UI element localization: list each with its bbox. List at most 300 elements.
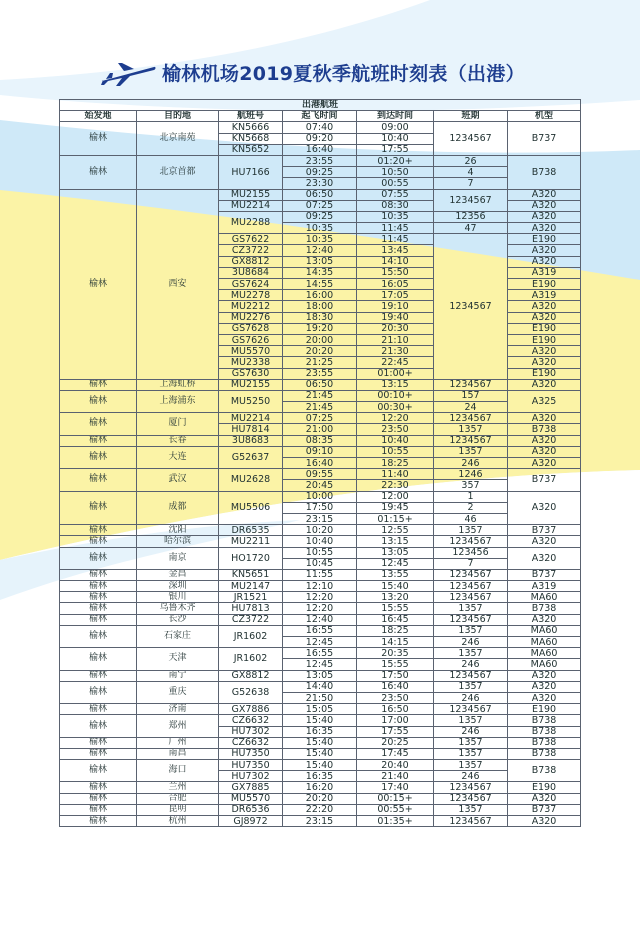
departure-cell: 09:25 [283,167,357,178]
arrival-cell: 00:55 [357,178,434,189]
aircraft-cell: B738 [508,155,581,189]
aircraft-cell: A320 [508,312,581,323]
flight-cell: CZ3722 [219,614,283,625]
aircraft-cell: A320 [508,346,581,357]
arrival-cell: 13:20 [357,592,434,603]
days-cell: 1234567 [434,592,508,603]
arrival-cell: 00:55+ [357,804,434,815]
destination-cell: 南昌 [137,748,219,759]
origin-cell: 榆林 [60,581,137,592]
departure-cell: 13:05 [283,670,357,681]
table-row [60,569,581,580]
destination-cell: 南宁 [137,670,219,681]
aircraft-cell: B737 [508,569,581,580]
table-row [60,581,581,592]
destination-cell: 兰州 [137,782,219,793]
destination-cell: 海口 [137,760,219,782]
origin-cell: 榆林 [60,625,137,647]
days-cell: 1357 [434,424,508,435]
aircraft-cell: B738 [508,760,581,782]
flight-cell: CZ3722 [219,245,283,256]
origin-cell: 榆林 [60,614,137,625]
origin-cell: 榆林 [60,704,137,715]
origin-cell: 榆林 [60,189,137,379]
flight-cell: JR1521 [219,592,283,603]
destination-cell: 成都 [137,491,219,525]
days-cell: 1234567 [434,793,508,804]
flight-cell: MU2288 [219,211,283,233]
flight-cell: HU7350 [219,748,283,759]
aircraft-cell: A325 [508,390,581,412]
flight-cell: CZ6632 [219,737,283,748]
departure-cell: 20:45 [283,480,357,491]
airplane-icon [100,59,156,87]
flight-cell: GS7622 [219,234,283,245]
aircraft-cell: A320 [508,536,581,547]
days-cell: 2 [434,502,508,513]
days-cell: 1357 [434,760,508,771]
origin-cell: 榆林 [60,547,137,569]
destination-cell: 南京 [137,547,219,569]
departure-cell: 13:05 [283,256,357,267]
table-row [60,793,581,804]
table-row [60,715,581,726]
destination-cell: 深圳 [137,581,219,592]
aircraft-cell: A320 [508,681,581,692]
departure-cell: 20:20 [283,793,357,804]
arrival-cell: 11:45 [357,223,434,234]
departure-cell: 10:35 [283,223,357,234]
arrival-cell: 01:00+ [357,368,434,379]
origin-cell: 榆林 [60,122,137,156]
header-origin: 始发地 [60,111,137,122]
days-cell: 1357 [434,648,508,659]
header [0,55,640,89]
table-row [60,155,581,166]
departure-cell: 09:25 [283,211,357,222]
table-row [60,536,581,547]
flight-cell: KN5666 [219,122,283,133]
destination-cell: 济南 [137,704,219,715]
arrival-cell: 18:25 [357,625,434,636]
days-cell: 47 [434,223,508,234]
aircraft-cell: B738 [508,726,581,737]
arrival-cell: 10:40 [357,435,434,446]
days-cell: 26 [434,155,508,166]
days-cell: 1234567 [434,782,508,793]
days-cell: 246 [434,771,508,782]
table-row [60,592,581,603]
aircraft-cell: A320 [508,223,581,234]
arrival-cell: 22:30 [357,480,434,491]
flight-cell: MU2155 [219,189,283,200]
days-cell: 1357 [434,525,508,536]
arrival-cell: 01:15+ [357,513,434,524]
table-row [60,670,581,681]
origin-cell: 榆林 [60,491,137,525]
flight-cell: DR6536 [219,804,283,815]
origin-cell: 榆林 [60,760,137,782]
days-cell: 1357 [434,715,508,726]
destination-cell: 哈尔滨 [137,536,219,547]
days-cell: 1234567 [434,581,508,592]
departure-cell: 10:20 [283,525,357,536]
departure-cell: 10:35 [283,234,357,245]
arrival-cell: 10:35 [357,211,434,222]
origin-cell: 榆林 [60,446,137,468]
flight-cell: MU5250 [219,390,283,412]
aircraft-cell: MA60 [508,592,581,603]
departure-cell: 20:20 [283,346,357,357]
flight-cell: GX7886 [219,704,283,715]
flight-cell: MU2212 [219,301,283,312]
flight-cell: MU5570 [219,346,283,357]
departure-cell: 15:40 [283,748,357,759]
aircraft-cell: A320 [508,413,581,424]
arrival-cell: 13:45 [357,245,434,256]
days-cell: 46 [434,513,508,524]
table-row [60,603,581,614]
departure-cell: 21:25 [283,357,357,368]
table-caption: 出港航班 [60,100,581,111]
aircraft-cell: A320 [508,200,581,211]
departure-cell: 10:00 [283,491,357,502]
table-row [60,648,581,659]
header-aircraft: 机型 [508,111,581,122]
arrival-cell: 13:05 [357,547,434,558]
days-cell: 1357 [434,603,508,614]
departure-cell: 20:00 [283,334,357,345]
flight-cell: MU2278 [219,290,283,301]
departure-cell: 21:45 [283,390,357,401]
table-row [60,547,581,558]
days-cell: 1234567 [434,704,508,715]
departure-cell: 10:45 [283,558,357,569]
aircraft-cell: MA60 [508,625,581,636]
destination-cell: 金昌 [137,569,219,580]
arrival-cell: 13:55 [357,569,434,580]
departure-cell: 17:50 [283,502,357,513]
arrival-cell: 14:10 [357,256,434,267]
aircraft-cell: A320 [508,614,581,625]
days-cell: 1234567 [434,614,508,625]
departure-cell: 16:20 [283,782,357,793]
table-row [60,681,581,692]
aircraft-cell: B738 [508,603,581,614]
days-cell: 246 [434,726,508,737]
arrival-cell: 19:45 [357,502,434,513]
departure-cell: 09:20 [283,133,357,144]
table-row [60,189,581,200]
aircraft-cell: A320 [508,446,581,457]
flight-cell: GJ8972 [219,816,283,827]
days-cell: 246 [434,692,508,703]
arrival-cell: 10:55 [357,446,434,457]
origin-cell: 榆林 [60,816,137,827]
departure-cell: 21:50 [283,692,357,703]
aircraft-cell: A320 [508,189,581,200]
table-row [60,737,581,748]
aircraft-cell: A320 [508,211,581,222]
origin-cell: 榆林 [60,793,137,804]
arrival-cell: 16:05 [357,279,434,290]
arrival-cell: 19:10 [357,301,434,312]
flight-cell: G52638 [219,681,283,703]
flight-cell: HU7166 [219,155,283,189]
flight-cell: MU5506 [219,491,283,525]
flight-cell: DR6535 [219,525,283,536]
arrival-cell: 17:05 [357,290,434,301]
flight-cell: GX7885 [219,782,283,793]
arrival-cell: 16:45 [357,614,434,625]
departure-cell: 11:55 [283,569,357,580]
aircraft-cell: MA60 [508,637,581,648]
arrival-cell: 07:55 [357,189,434,200]
arrival-cell: 18:25 [357,458,434,469]
arrival-cell: 09:00 [357,122,434,133]
aircraft-cell: E190 [508,234,581,245]
destination-cell: 杭州 [137,816,219,827]
arrival-cell: 12:00 [357,491,434,502]
aircraft-cell: A320 [508,670,581,681]
flight-cell: GX8812 [219,256,283,267]
flight-cell: MU2214 [219,413,283,424]
arrival-cell: 11:45 [357,234,434,245]
origin-cell: 榆林 [60,413,137,435]
origin-cell: 榆林 [60,592,137,603]
flight-cell: GS7628 [219,323,283,334]
flight-cell: MU2211 [219,536,283,547]
departure-cell: 10:55 [283,547,357,558]
aircraft-cell: A319 [508,267,581,278]
days-cell: 1357 [434,748,508,759]
header-departure: 起飞时间 [283,111,357,122]
arrival-cell: 00:30+ [357,402,434,413]
departure-cell: 06:50 [283,189,357,200]
aircraft-cell: E190 [508,782,581,793]
days-cell: 1234567 [434,816,508,827]
arrival-cell: 12:20 [357,413,434,424]
departure-cell: 16:35 [283,726,357,737]
aircraft-cell: A320 [508,379,581,390]
flight-cell: HU7302 [219,771,283,782]
table-row [60,782,581,793]
aircraft-cell: B738 [508,737,581,748]
destination-cell: 天津 [137,648,219,670]
destination-cell: 乌鲁木齐 [137,603,219,614]
origin-cell: 榆林 [60,155,137,189]
aircraft-cell: A320 [508,256,581,267]
aircraft-cell: A320 [508,491,581,525]
flight-cell: MU2338 [219,357,283,368]
flight-cell: MU5570 [219,793,283,804]
arrival-cell: 16:40 [357,681,434,692]
flight-cell: KN5651 [219,569,283,580]
table-row [60,704,581,715]
table-row [60,804,581,815]
departure-cell: 12:20 [283,592,357,603]
arrival-cell: 12:55 [357,525,434,536]
arrival-cell: 08:30 [357,200,434,211]
departure-cell: 18:30 [283,312,357,323]
days-cell: 1234567 [434,435,508,446]
page-title: 榆林机场2019夏秋季航班时刻表（出港） [162,63,525,85]
arrival-cell: 15:50 [357,267,434,278]
table-row [60,390,581,401]
origin-cell: 榆林 [60,737,137,748]
arrival-cell: 00:10+ [357,390,434,401]
departure-cell: 14:35 [283,267,357,278]
days-cell: 246 [434,458,508,469]
days-cell: 246 [434,659,508,670]
table-row [60,614,581,625]
header-days: 班期 [434,111,508,122]
days-cell: 1357 [434,737,508,748]
origin-cell: 榆林 [60,569,137,580]
destination-cell: 长沙 [137,614,219,625]
header-flight: 航班号 [219,111,283,122]
departure-cell: 21:00 [283,424,357,435]
arrival-cell: 23:50 [357,424,434,435]
arrival-cell: 17:00 [357,715,434,726]
days-cell: 1357 [434,625,508,636]
flight-cell: GS7626 [219,334,283,345]
aircraft-cell: MA60 [508,659,581,670]
origin-cell: 榆林 [60,525,137,536]
arrival-cell: 14:15 [357,637,434,648]
destination-cell: 郑州 [137,715,219,737]
aircraft-cell: B738 [508,748,581,759]
arrival-cell: 11:40 [357,469,434,480]
days-cell: 7 [434,178,508,189]
destination-cell: 重庆 [137,681,219,703]
flight-cell: GS7624 [219,279,283,290]
arrival-cell: 17:50 [357,670,434,681]
arrival-cell: 20:25 [357,737,434,748]
table-row [60,435,581,446]
departure-cell: 21:45 [283,402,357,413]
table-row [60,525,581,536]
departure-cell: 23:15 [283,513,357,524]
departure-cell: 23:30 [283,178,357,189]
origin-cell: 榆林 [60,804,137,815]
destination-cell: 合肥 [137,793,219,804]
flight-cell: G52637 [219,446,283,468]
aircraft-cell: E190 [508,323,581,334]
arrival-cell: 20:35 [357,648,434,659]
days-cell: 7 [434,558,508,569]
days-cell: 1357 [434,804,508,815]
departure-cell: 15:40 [283,760,357,771]
arrival-cell: 20:40 [357,760,434,771]
arrival-cell: 15:55 [357,659,434,670]
flight-cell: 3U8683 [219,435,283,446]
arrival-cell: 21:30 [357,346,434,357]
departure-cell: 23:15 [283,816,357,827]
days-cell: 12356 [434,211,508,222]
flight-cell: HU7814 [219,424,283,435]
flight-cell: MU2214 [219,200,283,211]
arrival-cell: 17:55 [357,726,434,737]
schedule-table [59,99,581,827]
arrival-cell: 22:45 [357,357,434,368]
arrival-cell: 13:15 [357,536,434,547]
departure-cell: 16:00 [283,290,357,301]
days-cell: 1234567 [434,569,508,580]
departure-cell: 10:40 [283,536,357,547]
origin-cell: 榆林 [60,603,137,614]
departure-cell: 07:40 [283,122,357,133]
destination-cell: 上海浦东 [137,390,219,412]
destination-cell: 银川 [137,592,219,603]
departure-cell: 12:45 [283,637,357,648]
aircraft-cell: B737 [508,122,581,156]
days-cell: 1234567 [434,379,508,390]
origin-cell: 榆林 [60,390,137,412]
destination-cell: 石家庄 [137,625,219,647]
days-cell: 1234567 [434,122,508,156]
arrival-cell: 12:45 [357,558,434,569]
days-cell: 1234567 [434,189,508,211]
arrival-cell: 19:40 [357,312,434,323]
origin-cell: 榆林 [60,435,137,446]
days-cell: 357 [434,480,508,491]
destination-cell: 长春 [137,435,219,446]
flight-cell: HO1720 [219,547,283,569]
departure-cell: 14:40 [283,681,357,692]
departure-cell: 06:50 [283,379,357,390]
origin-cell: 榆林 [60,648,137,670]
flight-cell: KN5652 [219,144,283,155]
days-cell: 1234567 [434,536,508,547]
aircraft-cell: B737 [508,469,581,491]
days-cell: 24 [434,402,508,413]
origin-cell: 榆林 [60,469,137,491]
destination-cell: 厦门 [137,413,219,435]
arrival-cell: 15:55 [357,603,434,614]
arrival-cell: 23:50 [357,692,434,703]
days-cell: 1357 [434,681,508,692]
flight-cell: 3U8684 [219,267,283,278]
flight-cell: MU2628 [219,469,283,491]
days-cell: 1357 [434,446,508,457]
flight-cell: JR1602 [219,648,283,670]
departure-cell: 23:55 [283,368,357,379]
destination-cell: 西安 [137,189,219,379]
origin-cell: 榆林 [60,670,137,681]
departure-cell: 15:40 [283,737,357,748]
aircraft-cell: MA60 [508,648,581,659]
departure-cell: 07:25 [283,413,357,424]
flight-cell: KN5668 [219,133,283,144]
table-row [60,413,581,424]
aircraft-cell: B737 [508,804,581,815]
aircraft-cell: A320 [508,301,581,312]
departure-cell: 19:20 [283,323,357,334]
aircraft-cell: A320 [508,547,581,569]
destination-cell: 北京首都 [137,155,219,189]
aircraft-cell: B738 [508,424,581,435]
destination-cell: 武汉 [137,469,219,491]
origin-cell: 榆林 [60,379,137,390]
departure-cell: 12:10 [283,581,357,592]
origin-cell: 榆林 [60,748,137,759]
flight-cell: MU2155 [219,379,283,390]
departure-cell: 15:40 [283,715,357,726]
flight-cell: HU7302 [219,726,283,737]
days-cell: 123456 [434,547,508,558]
flight-cell: GX8812 [219,670,283,681]
